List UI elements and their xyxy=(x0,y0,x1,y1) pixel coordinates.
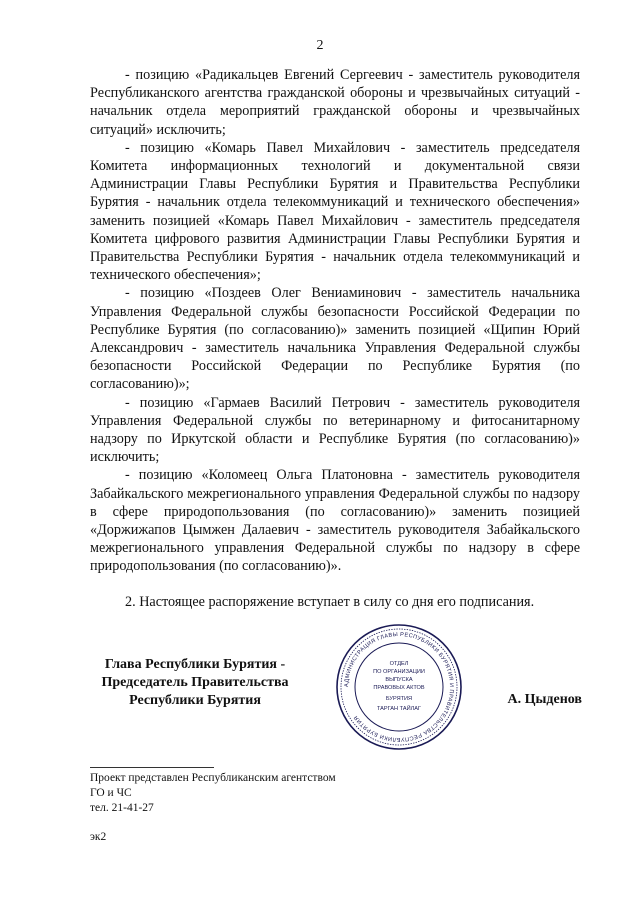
paragraph-effective-date: 2. Настоящее распоряжение вступает в силу со дня его подписания. xyxy=(125,593,535,610)
signatory-title-line-3: Республики Бурятия xyxy=(129,693,261,708)
seal-graphic xyxy=(334,622,464,752)
signatory-title-line-2: Председатель Правительства xyxy=(101,675,289,690)
signatory-title xyxy=(90,656,300,710)
seal-line-1: ОТДЕЛ xyxy=(389,661,409,667)
paragraph-garmaev: - позицию «Гармаев Василий Петрович - заместитель руководителя Управления Федеральной службы по ветеринарному и фитосанитарному надзору по Иркутской области и Республике Бурятия (по согласованию)» исключить; xyxy=(90,394,580,466)
seal-line-4: ПРАВОВЫХ АКТОВ xyxy=(373,685,425,691)
seal-line-6: ТАРГАН ТАЙЛАГ xyxy=(376,706,422,712)
footer-line-3: тел. 21-41-27 xyxy=(90,802,154,814)
document-code: эк2 xyxy=(90,831,107,843)
signatory-name: А. Цыденов xyxy=(507,692,582,707)
paragraph-kolomeets: - позицию «Коломеец Ольга Платоновна - заместитель руководителя Забайкальского межрегионального управления Федеральной службы по надзору в сфере природопользования (по согласованию)» заменить позицией «Доржижапов Цымжен Далаевич - заместитель руководителя Забайкальского межрегионального управления Федеральной службы по надзору в сфере природопользования (по согласованию)». xyxy=(90,467,580,575)
document-body xyxy=(90,66,580,611)
paragraph-komar: - позицию «Комарь Павел Михайлович - заместитель председателя Комитета информационных технологий и документальной связи Администрации Главы Республики Бурятия и Правительства Республики Бурятия - начальник отдела телекоммуникаций и технического обеспечения» заменить позицией «Комарь Павел Михайлович - заместитель председателя Комитета цифрового развития Администрации Главы Республики Бурятия и Правительства Республики Бурятия - начальник отдела телекоммуникаций и технического обеспечения»; xyxy=(90,139,580,284)
seal-line-5: БУРЯТИЯ xyxy=(385,696,413,702)
seal-line-2: ПО ОРГАНИЗАЦИИ xyxy=(373,669,425,675)
paragraph-radikaltsev: - позицию «Радикальцев Евгений Сергеевич - заместитель руководителя Республиканского агентства гражданской обороны и чрезвычайных ситуаций - начальник отдела мероприятий гражданской обороны и чрезвычайных ситуаций» исключить; xyxy=(90,67,580,138)
seal-ring-text: АДМИНИСТРАЦИЯ ГЛАВЫ РЕСПУБЛИКИ БУРЯТИЯ И ПРАВИТЕЛЬСТВА РЕСПУБЛИКИ БУРЯТИЯ xyxy=(343,631,455,743)
official-seal xyxy=(334,622,464,752)
footer-line-2: ГО и ЧС xyxy=(90,787,132,799)
page-number: 2 xyxy=(316,38,324,53)
paragraph-pozdeev: - позицию «Поздеев Олег Вениаминович - заместитель начальника Управления Федеральной службы безопасности Российской Федерации по Республике Бурятия (по согласованию)» заменить позицией «Щипин Юрий Александрович - заместитель начальника Управления Федеральной службы безопасности Российской Федерации по Республике Бурятия (по согласованию)»; xyxy=(90,285,580,393)
footer-divider xyxy=(90,767,214,768)
footer-line-1: Проект представлен Республиканским агентством xyxy=(90,772,336,784)
seal-line-3: ВЫПУСКА xyxy=(385,677,413,683)
signatory-title-line-1: Глава Республики Бурятия - xyxy=(104,657,286,672)
footer-note xyxy=(90,771,336,816)
